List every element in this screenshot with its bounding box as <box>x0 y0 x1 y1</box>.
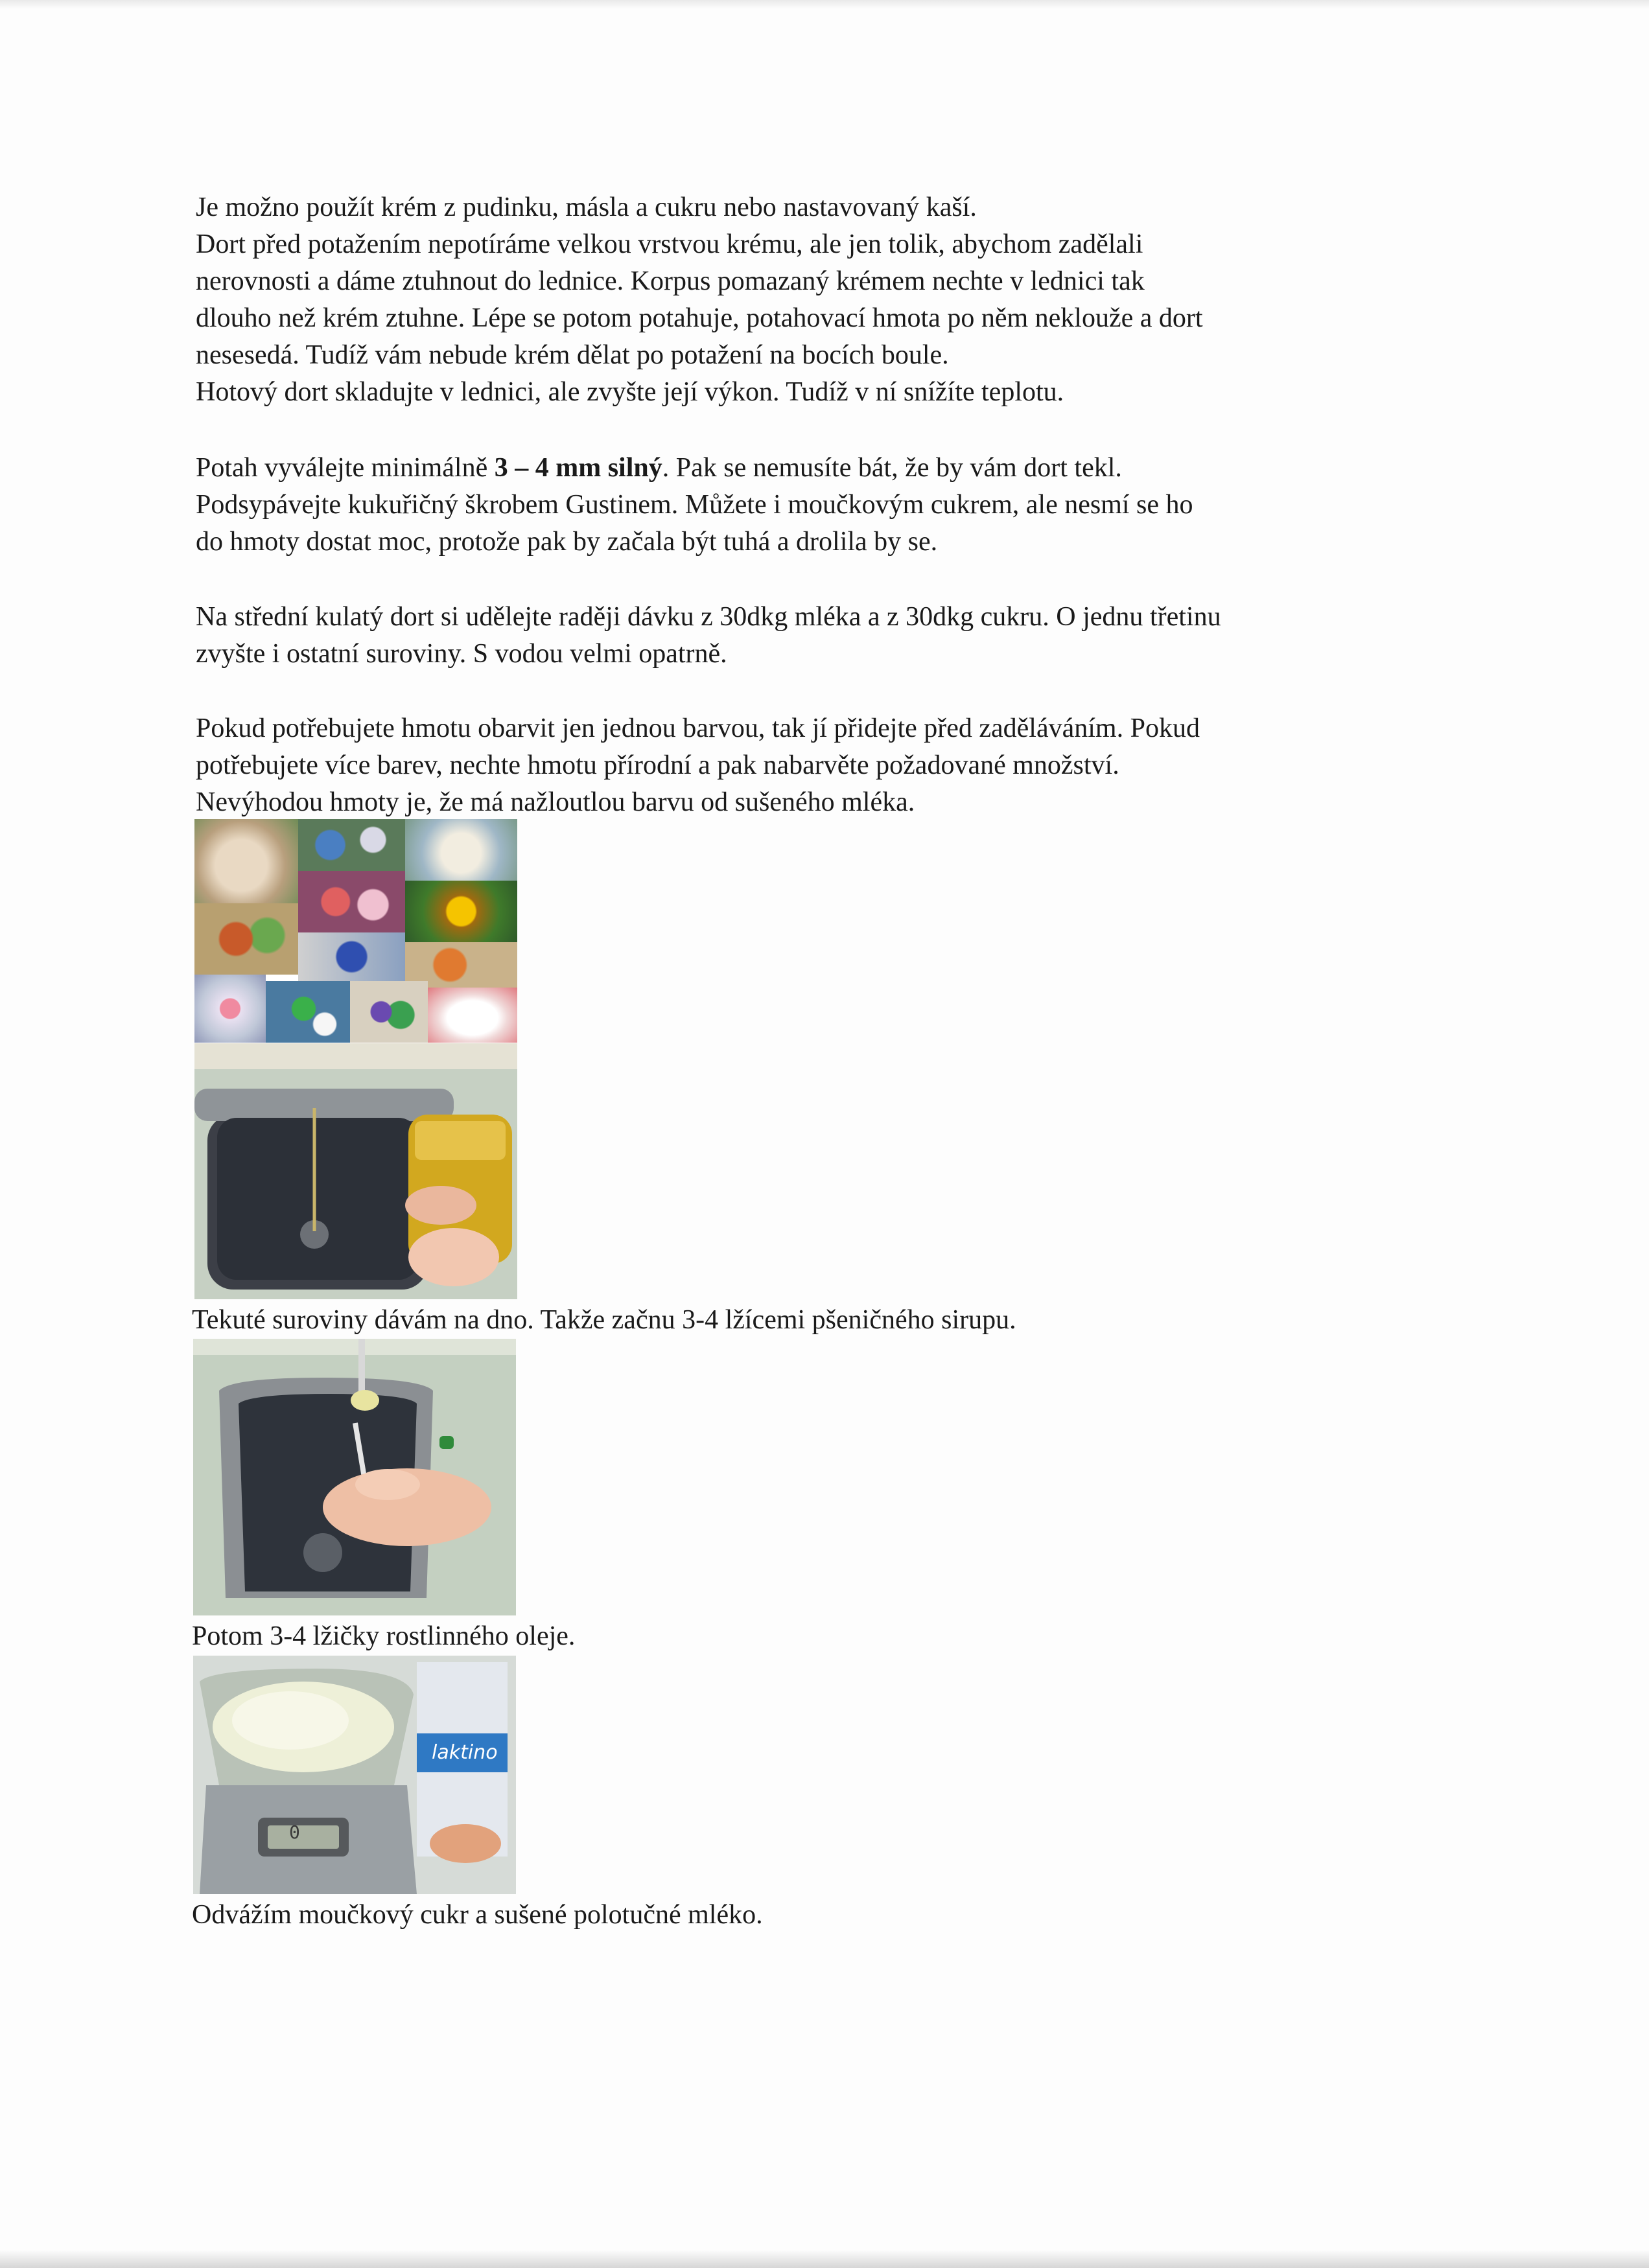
photo-syrup-svg <box>194 1043 517 1299</box>
collage-tile <box>298 932 405 981</box>
text-line: dlouho než krém ztuhne. Lépe se potom potahuje, potahovací hmota po něm neklouže a dort <box>196 303 1203 333</box>
paragraph-quantity <box>196 599 1466 673</box>
collage-tile <box>350 981 428 1043</box>
text-run: Potah vyválejte minimálně <box>196 453 495 483</box>
photo-scale-milk <box>193 1656 516 1894</box>
text-line: Je možno použít krém z pudinku, másla a cukru nebo nastavovaný kaší. <box>196 192 977 222</box>
text-line: Podsypávejte kukuřičný škrobem Gustinem. Můžete i moučkovým cukrem, ale nesmí se ho <box>196 490 1193 520</box>
photo-oil-spoon <box>193 1339 516 1615</box>
text-line: nesesedá. Tudíž vám nebude krém dělat po potažení na bocích boule. <box>196 340 949 370</box>
milk-carton-label: laktino <box>432 1741 498 1764</box>
collage-tile <box>405 819 517 881</box>
bold-thickness: 3 – 4 mm silný <box>494 453 662 483</box>
text-line: Pokud potřebujete hmotu obarvit jen jednou barvou, tak jí přidejte před zaděláváním. Pokud <box>196 713 1200 743</box>
collage-tile <box>298 819 405 871</box>
scan-edge-top <box>0 0 1649 9</box>
collage-tile <box>194 819 298 903</box>
text-line: Nevýhodou hmoty je, že má nažloutlou barvu od sušeného mléka. <box>196 787 915 817</box>
collage-tile <box>405 881 517 942</box>
collage-tile <box>298 871 405 932</box>
text-line: Na střední kulatý dort si udělejte raději dávku z 30dkg mléka a z 30dkg cukru. O jednu třetinu <box>196 602 1221 632</box>
photo-syrup-into-pan <box>194 1043 517 1299</box>
text-line: potřebujete více barev, nechte hmotu přírodní a pak nabarvěte požadované množství. <box>196 750 1119 780</box>
text-line: do hmoty dostat moc, protože pak by začala být tuhá a drolila by se. <box>196 527 938 557</box>
collage-tile <box>194 903 298 975</box>
paragraph-colouring <box>196 710 1466 821</box>
caption-sugar: Odvážím moučkový cukr a sušené polotučné mléko. <box>192 1900 763 1930</box>
text-run: . Pak se nemusíte bát, že by vám dort tekl. <box>662 453 1122 483</box>
text-line: nerovnosti a dáme ztuhnout do lednice. Korpus pomazaný krémem nechte v lednici tak <box>196 266 1145 296</box>
text-line: Dort před potažením nepotíráme velkou vrstvou krému, ale jen tolik, abychom zadělali <box>196 229 1143 259</box>
collage-tile <box>266 981 350 1043</box>
scale-display: 0 <box>289 1822 300 1843</box>
collage-tile <box>428 988 517 1043</box>
paragraph-rolling <box>196 450 1466 561</box>
collage-tile <box>194 975 266 1043</box>
caption-syrup: Tekuté suroviny dávám na dno. Takže začnu 3-4 lžícemi pšeničného sirupu. <box>192 1305 1016 1335</box>
caption-oil: Potom 3-4 lžičky rostlinného oleje. <box>192 1621 576 1651</box>
text-line: zvyšte i ostatní suroviny. S vodou velmi opatrně. <box>196 639 727 669</box>
paragraph-cream <box>196 189 1466 411</box>
scan-edge-bottom <box>0 2250 1649 2268</box>
text-line <box>196 450 1466 487</box>
cake-decoration-collage <box>194 819 517 1043</box>
photo-scale-svg <box>193 1656 516 1894</box>
text-line: Hotový dort skladujte v lednici, ale zvyšte její výkon. Tudíž v ní snížíte teplotu. <box>196 377 1064 407</box>
photo-oil-svg <box>193 1339 516 1615</box>
